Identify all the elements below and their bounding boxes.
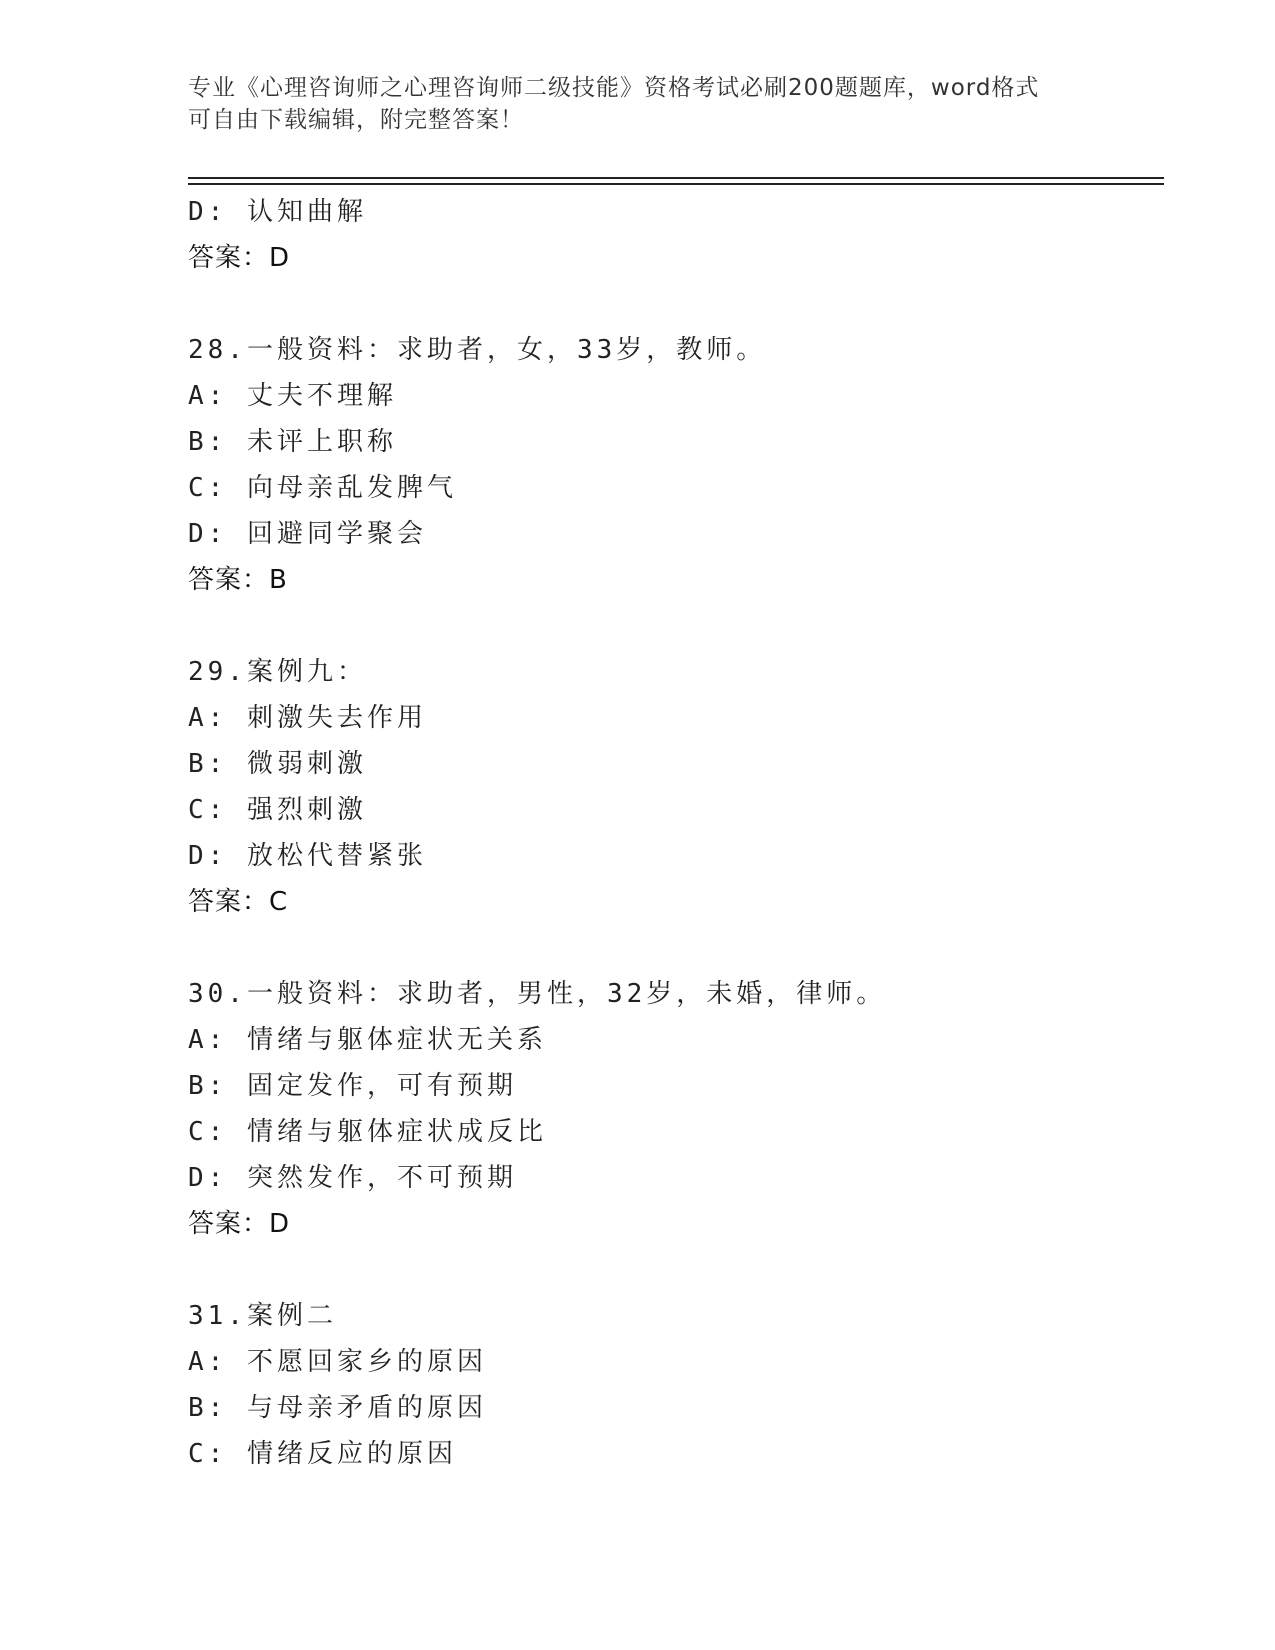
answer-line: 答案：D [188, 243, 291, 273]
header-divider-bottom [188, 183, 1164, 185]
header-line-1: 专业《心理咨询师之心理咨询师二级技能》资格考试必刷200题题库，word格式 [188, 75, 1040, 101]
option-b: B: 固定发作，可有预期 [188, 1071, 517, 1101]
header-divider-top [188, 177, 1164, 179]
spacer [188, 281, 1148, 327]
answer-line: 答案：B [188, 565, 288, 595]
option-c: C: 向母亲乱发脾气 [188, 473, 457, 503]
option-d: D: 突然发作，不可预期 [188, 1163, 517, 1193]
question-list [188, 189, 1148, 1477]
question-31 [188, 1293, 1148, 1477]
answer-line: 答案：D [188, 1209, 291, 1239]
question-28 [188, 327, 1148, 603]
header-line-2: 可自由下载编辑，附完整答案！ [188, 107, 524, 133]
option-c: C: 强烈刺激 [188, 795, 367, 825]
option-a: A: 不愿回家乡的原因 [188, 1347, 487, 1377]
spacer [188, 603, 1148, 649]
option-c: C: 情绪与躯体症状成反比 [188, 1117, 547, 1147]
option-d: D: 回避同学聚会 [188, 519, 427, 549]
spacer [188, 925, 1148, 971]
option-b: B: 微弱刺激 [188, 749, 367, 779]
option-b: B: 未评上职称 [188, 427, 397, 457]
option-b: B: 与母亲矛盾的原因 [188, 1393, 487, 1423]
document-header [188, 72, 1088, 136]
question-stem: 31.案例二 [188, 1301, 337, 1331]
spacer [188, 1247, 1148, 1293]
option-a: A: 丈夫不理解 [188, 381, 397, 411]
question-29 [188, 649, 1148, 925]
answer-line: 答案：C [188, 887, 289, 917]
question-30 [188, 971, 1148, 1247]
option-d: D: 放松代替紧张 [188, 841, 427, 871]
option-c: C: 情绪反应的原因 [188, 1439, 457, 1469]
question-stem: 30.一般资料：求助者，男性，32岁，未婚，律师。 [188, 979, 887, 1009]
option-d: D: 认知曲解 [188, 197, 367, 227]
question-stem: 29.案例九： [188, 657, 367, 687]
option-a: A: 刺激失去作用 [188, 703, 427, 733]
option-a: A: 情绪与躯体症状无关系 [188, 1025, 547, 1055]
question-stem: 28.一般资料：求助者，女，33岁，教师。 [188, 335, 767, 365]
